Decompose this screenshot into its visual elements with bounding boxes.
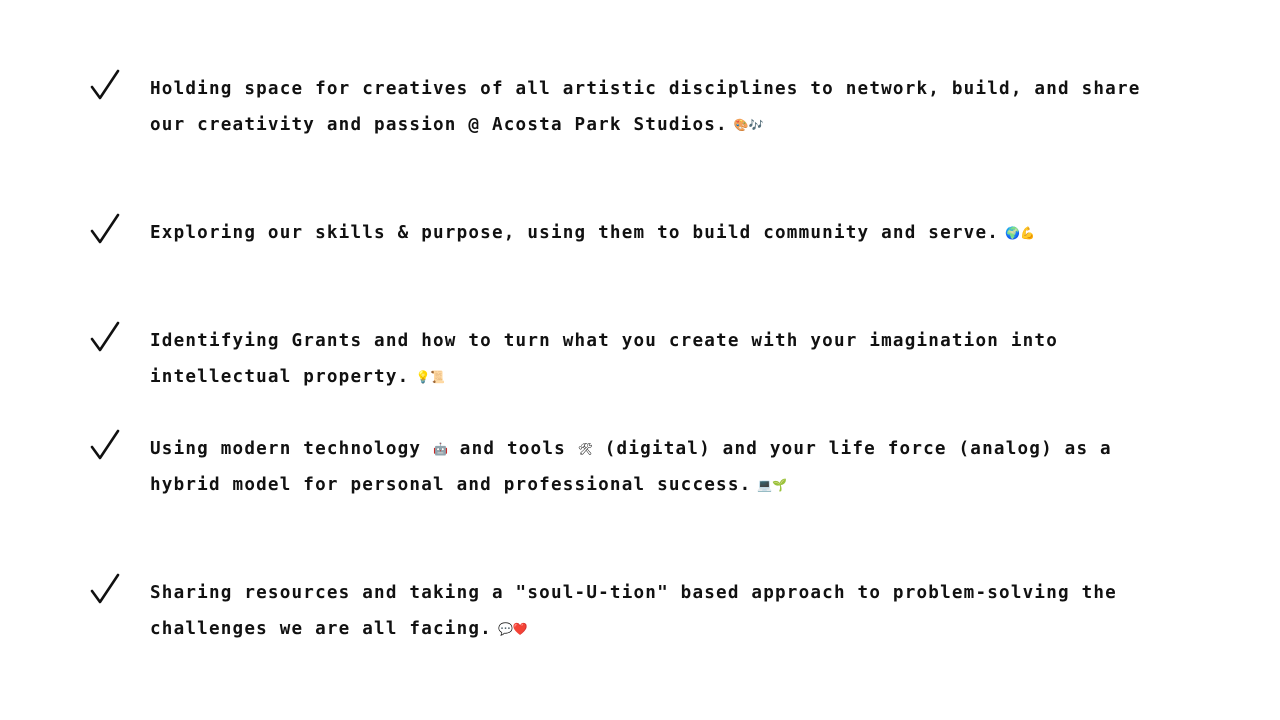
emoji-icon: 🎨🎶 — [733, 118, 764, 132]
item-text: Exploring our skills & purpose, using them to build community and serve. — [150, 223, 1000, 243]
item-text-part: Using modern technology — [150, 439, 422, 459]
item-text: Identifying Grants and how to turn what you create with your imagination into intellectual property. — [150, 331, 1059, 387]
list-item-text — [150, 215, 1150, 251]
item-text-part: (digital) and your life force (analog) as a hybrid model for personal and professional success. — [150, 439, 1112, 495]
list-item-text — [150, 575, 1150, 647]
emoji-icon: 🌍💪 — [1005, 226, 1035, 240]
tools-emoji-icon: 🛠 — [577, 442, 593, 456]
robot-emoji-icon: 🤖 — [433, 442, 448, 456]
item-text: Sharing resources and taking a "soul-U-tion" based approach to problem-solving the challenges we are all facing. — [150, 583, 1117, 639]
checkmark-icon — [88, 425, 122, 465]
list-item-text — [150, 431, 1150, 503]
checkmark-icon — [88, 569, 122, 609]
checkmark-icon — [88, 65, 122, 105]
item-text: Holding space for creatives of all artistic disciplines to network, build, and share our creativity and passion @ Acosta Park Studios. — [150, 79, 1141, 135]
emoji-icon: 💻🌱 — [757, 478, 788, 492]
emoji-icon: 💬❤️ — [497, 622, 528, 636]
emoji-icon: 💡📜 — [415, 370, 446, 384]
list-item-text — [150, 71, 1150, 143]
item-text-part: and tools — [459, 439, 566, 459]
list-item-text — [150, 323, 1150, 395]
checkmark-icon — [88, 209, 122, 249]
checkmark-icon — [88, 317, 122, 357]
